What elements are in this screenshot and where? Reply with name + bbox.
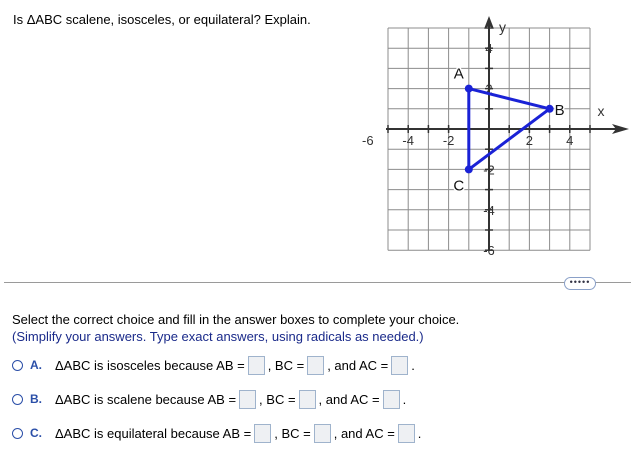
question-text: Is ΔABC scalene, isosceles, or equilateral? Explain. <box>13 12 311 27</box>
choice-c[interactable] <box>12 423 421 443</box>
y-tick-label: -6 <box>483 243 495 259</box>
choice-c-ab-input[interactable] <box>254 424 271 443</box>
choice-c-text: ΔABC is equilateral because AB = <box>55 425 252 441</box>
choice-a-radio[interactable] <box>12 360 23 371</box>
x-tick-label: -2 <box>442 133 455 148</box>
graph-axes <box>386 16 629 250</box>
x-tick-label: -4 <box>402 133 414 148</box>
choice-b-letter: B. <box>30 392 42 406</box>
choice-b-end: . <box>402 391 407 407</box>
vertex-c <box>465 165 473 173</box>
choice-b-bc-input[interactable] <box>299 390 316 409</box>
y-tick-label: 2 <box>485 81 493 97</box>
choice-a[interactable] <box>12 355 415 375</box>
x-axis-label: x <box>597 103 605 119</box>
instructions-text: Select the correct choice and fill in the answer boxes to complete your choice. <box>12 312 460 327</box>
vertex-a <box>465 85 473 93</box>
y-tick-label: 4 <box>485 41 493 57</box>
y-axis-label: y <box>499 19 506 35</box>
choice-a-ab-input[interactable] <box>248 356 265 375</box>
graph-tick-labels <box>362 19 604 258</box>
section-divider <box>4 282 631 283</box>
y-tick-label: -4 <box>483 202 495 218</box>
choice-a-bc-label: , BC = <box>267 357 305 373</box>
coordinate-graph <box>362 14 630 260</box>
choice-b-ac-input[interactable] <box>383 390 400 409</box>
choice-b-ab-input[interactable] <box>239 390 256 409</box>
choice-c-bc-input[interactable] <box>314 424 331 443</box>
choice-b-radio[interactable] <box>12 394 23 405</box>
choice-b-bc-label: , BC = <box>259 391 296 407</box>
choice-a-text: ΔABC is isosceles because AB = <box>55 357 245 373</box>
hint-text: (Simplify your answers. Type exact answers, using radicals as needed.) <box>12 329 424 344</box>
choice-a-bc-input[interactable] <box>307 356 324 375</box>
choice-c-end: . <box>417 425 422 441</box>
choice-a-ac-label: , and AC = <box>327 357 389 373</box>
choice-b-text: ΔABC is scalene because AB = <box>55 391 237 407</box>
choice-c-ac-label: , and AC = <box>333 425 395 441</box>
choice-b-ac-label: , and AC = <box>318 391 380 407</box>
x-tick-label: 2 <box>525 133 534 148</box>
choice-c-ac-input[interactable] <box>398 424 415 443</box>
vertex-b <box>546 105 554 113</box>
choice-c-radio[interactable] <box>12 428 23 439</box>
choice-a-ac-input[interactable] <box>391 356 408 375</box>
choice-c-bc-label: , BC = <box>274 425 311 441</box>
more-options-button[interactable]: ••••• <box>564 277 596 290</box>
x-tick-label: -6 <box>362 133 374 148</box>
choice-a-end: . <box>411 357 415 373</box>
vertex-label-c: C <box>453 177 465 195</box>
vertex-label-a: A <box>453 65 464 83</box>
choice-a-letter: A. <box>30 358 42 372</box>
vertex-label-b: B <box>554 101 565 119</box>
choice-b[interactable] <box>12 389 406 409</box>
y-tick-label: -2 <box>483 162 495 178</box>
x-tick-label: 4 <box>566 133 574 148</box>
choice-c-letter: C. <box>30 426 42 440</box>
